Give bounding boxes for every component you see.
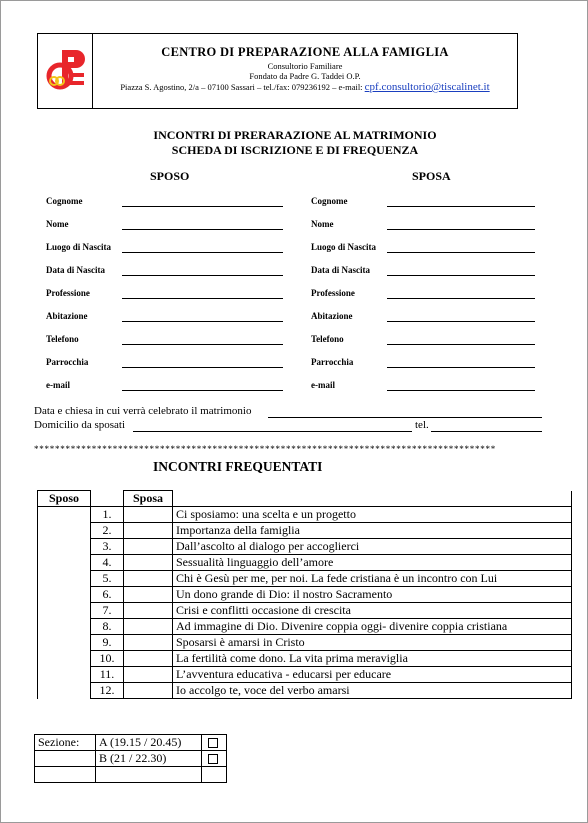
sposo-attendance-cell[interactable] <box>38 603 91 619</box>
meeting-row <box>38 523 572 539</box>
sposa-field-line[interactable] <box>387 321 535 322</box>
sposa-field-label: Cognome <box>311 196 348 206</box>
tel-line[interactable] <box>431 431 542 432</box>
sposo-field-line[interactable] <box>122 298 283 299</box>
sposo-field-label: Parrocchia <box>46 357 89 367</box>
address-text: Piazza S. Agostino, 2/a – 07100 Sassari – tel./fax: 079236192 – e-mail: <box>120 82 365 92</box>
sposa-field-label: Telefono <box>311 334 344 344</box>
wedding-date-line[interactable] <box>268 417 542 418</box>
section-table <box>34 734 227 783</box>
logo-cell <box>38 34 93 108</box>
sposo-attendance-cell[interactable] <box>38 667 91 683</box>
sposo-field-line[interactable] <box>122 275 283 276</box>
sposo-attendance-cell[interactable] <box>38 619 91 635</box>
sposa-attendance-cell[interactable] <box>124 523 173 539</box>
spacer-cell <box>173 491 572 507</box>
sposo-field-label: Cognome <box>46 196 83 206</box>
meeting-number: 3. <box>91 539 124 555</box>
sposa-field-label: e-mail <box>311 380 335 390</box>
sposo-field-label: Abitazione <box>46 311 88 321</box>
domicile-line[interactable] <box>133 431 412 432</box>
separator-stars: **************************************************************************************** <box>34 444 496 454</box>
sposa-attendance-cell[interactable] <box>124 571 173 587</box>
section-row <box>35 767 227 783</box>
meeting-row <box>38 635 572 651</box>
meeting-number: 6. <box>91 587 124 603</box>
sposa-column-header: Sposa <box>124 491 173 507</box>
sposa-field-line[interactable] <box>387 275 535 276</box>
sposo-field-line[interactable] <box>122 229 283 230</box>
sposo-field-line[interactable] <box>122 367 283 368</box>
center-subtitle: Consultorio Familiare <box>267 61 343 71</box>
sposa-field-label: Luogo di Nascita <box>311 242 377 252</box>
empty-cell <box>35 751 96 767</box>
sposa-field-label: Abitazione <box>311 311 353 321</box>
domicile-label: Domicilio da sposati <box>34 419 126 431</box>
sposo-attendance-cell[interactable] <box>38 539 91 555</box>
sposa-field-label: Professione <box>311 288 355 298</box>
meeting-row <box>38 683 572 699</box>
meeting-number: 2. <box>91 523 124 539</box>
sposo-attendance-cell[interactable] <box>38 555 91 571</box>
sposo-field-label: Telefono <box>46 334 79 344</box>
meeting-number: 9. <box>91 635 124 651</box>
address-line <box>93 81 517 93</box>
sposo-attendance-cell[interactable] <box>38 683 91 699</box>
sposo-attendance-cell[interactable] <box>38 571 91 587</box>
sposa-field-line[interactable] <box>387 298 535 299</box>
sposa-heading: SPOSA <box>412 169 451 183</box>
section-option: A (19.15 / 20.45) <box>96 735 202 751</box>
empty-cell <box>35 767 96 783</box>
founder-line: Fondato da Padre G. Taddei O.P. <box>249 71 361 81</box>
meeting-number: 11. <box>91 667 124 683</box>
checkbox[interactable] <box>208 754 218 764</box>
sposo-attendance-cell[interactable] <box>38 507 91 523</box>
checkbox-cell[interactable] <box>202 735 227 751</box>
sposa-attendance-cell[interactable] <box>124 683 173 699</box>
sposo-field-line[interactable] <box>122 206 283 207</box>
sposo-column-header: Sposo <box>38 491 91 507</box>
sposa-field-label: Nome <box>311 219 334 229</box>
meeting-number: 4. <box>91 555 124 571</box>
sposo-field-label: Nome <box>46 219 69 229</box>
meeting-title: Importanza della famiglia <box>173 523 572 539</box>
sposo-field-label: Luogo di Nascita <box>46 242 112 252</box>
empty-cell <box>96 767 202 783</box>
meetings-table <box>37 490 572 699</box>
sposa-attendance-cell[interactable] <box>124 603 173 619</box>
sposa-field-label: Data di Nascita <box>311 265 370 275</box>
section-row <box>35 735 227 751</box>
meeting-number: 10. <box>91 651 124 667</box>
sposo-heading: SPOSO <box>150 169 190 183</box>
sposa-attendance-cell[interactable] <box>124 635 173 651</box>
meeting-title: Io accolgo te, voce del verbo amarsi <box>173 683 572 699</box>
meeting-row <box>38 587 572 603</box>
sposo-field-label: e-mail <box>46 380 70 390</box>
meeting-title: Chi è Gesù per me, per noi. La fede cristiana è un incontro con Lui <box>173 571 572 587</box>
center-name: CENTRO DI PREPARAZIONE ALLA FAMIGLIA <box>161 45 449 59</box>
sposo-attendance-cell[interactable] <box>38 523 91 539</box>
checkbox-cell[interactable] <box>202 751 227 767</box>
meeting-title: La fertilità come dono. La vita prima meraviglia <box>173 651 572 667</box>
meeting-row <box>38 667 572 683</box>
sposo-attendance-cell[interactable] <box>38 635 91 651</box>
sposo-field-label: Data di Nascita <box>46 265 105 275</box>
sposo-field-line[interactable] <box>122 390 283 391</box>
meeting-number: 5. <box>91 571 124 587</box>
meeting-row <box>38 603 572 619</box>
sposa-attendance-cell[interactable] <box>124 667 173 683</box>
sposo-attendance-cell[interactable] <box>38 651 91 667</box>
sposa-field-line[interactable] <box>387 344 535 345</box>
sposa-field-line[interactable] <box>387 367 535 368</box>
meeting-row <box>38 651 572 667</box>
sposa-field-label: Parrocchia <box>311 357 354 367</box>
section-title: INCONTRI FREQUENTATI <box>153 459 323 474</box>
meeting-row <box>38 539 572 555</box>
section-label: Sezione: <box>35 735 96 751</box>
sposo-field-label: Professione <box>46 288 90 298</box>
meeting-number: 7. <box>91 603 124 619</box>
doc-title-line2: SCHEDA DI ISCRIZIONE E DI FREQUENZA <box>171 143 419 157</box>
sposa-attendance-cell[interactable] <box>124 555 173 571</box>
sposo-attendance-cell[interactable] <box>38 587 91 603</box>
sposa-attendance-cell[interactable] <box>124 587 173 603</box>
letterhead <box>37 33 518 109</box>
section-row <box>35 751 227 767</box>
meeting-title: Ad immagine di Dio. Divenire coppia oggi- divenire coppia cristiana <box>173 619 572 635</box>
sposa-attendance-cell[interactable] <box>124 651 173 667</box>
meeting-number: 12. <box>91 683 124 699</box>
sposo-field-line[interactable] <box>122 252 283 253</box>
sposo-field-line[interactable] <box>122 344 283 345</box>
meeting-title: Ci sposiamo: una scelta e un progetto <box>173 507 572 523</box>
tel-label: tel. <box>415 419 429 431</box>
doc-title-line1: INCONTRI DI PRERARAZIONE AL MATRIMONIO <box>153 128 437 142</box>
meeting-title: Sposarsi è amarsi in Cristo <box>173 635 572 651</box>
meeting-title: L’avventura educativa - educarsi per educare <box>173 667 572 683</box>
sposo-field-line[interactable] <box>122 321 283 322</box>
cpf-logo <box>38 34 92 108</box>
meeting-title: Dall’ascolto al dialogo per accoglierci <box>173 539 572 555</box>
wedding-date-label: Data e chiesa in cui verrà celebrato il matrimonio <box>34 405 252 417</box>
meeting-title: Sessualità linguaggio dell’amore <box>173 555 572 571</box>
sposa-attendance-cell[interactable] <box>124 619 173 635</box>
meeting-row <box>38 507 572 523</box>
meeting-number: 1. <box>91 507 124 523</box>
meeting-number: 8. <box>91 619 124 635</box>
sposa-field-line[interactable] <box>387 390 535 391</box>
sposa-attendance-cell[interactable] <box>124 507 173 523</box>
sposa-field-line[interactable] <box>387 229 535 230</box>
section-option: B (21 / 22.30) <box>96 751 202 767</box>
meeting-title: Un dono grande di Dio: il nostro Sacramento <box>173 587 572 603</box>
sposa-field-line[interactable] <box>387 206 535 207</box>
meeting-title: Crisi e conflitti occasione di crescita <box>173 603 572 619</box>
sposa-field-line[interactable] <box>387 252 535 253</box>
meeting-row <box>38 619 572 635</box>
email-link[interactable]: cpf.consultorio@tiscalinet.it <box>364 81 490 93</box>
spacer-cell <box>91 491 124 507</box>
checkbox[interactable] <box>208 738 218 748</box>
meetings-header-row <box>38 491 572 507</box>
sposa-attendance-cell[interactable] <box>124 539 173 555</box>
meeting-row <box>38 571 572 587</box>
checkbox-cell <box>202 767 227 783</box>
meeting-row <box>38 555 572 571</box>
